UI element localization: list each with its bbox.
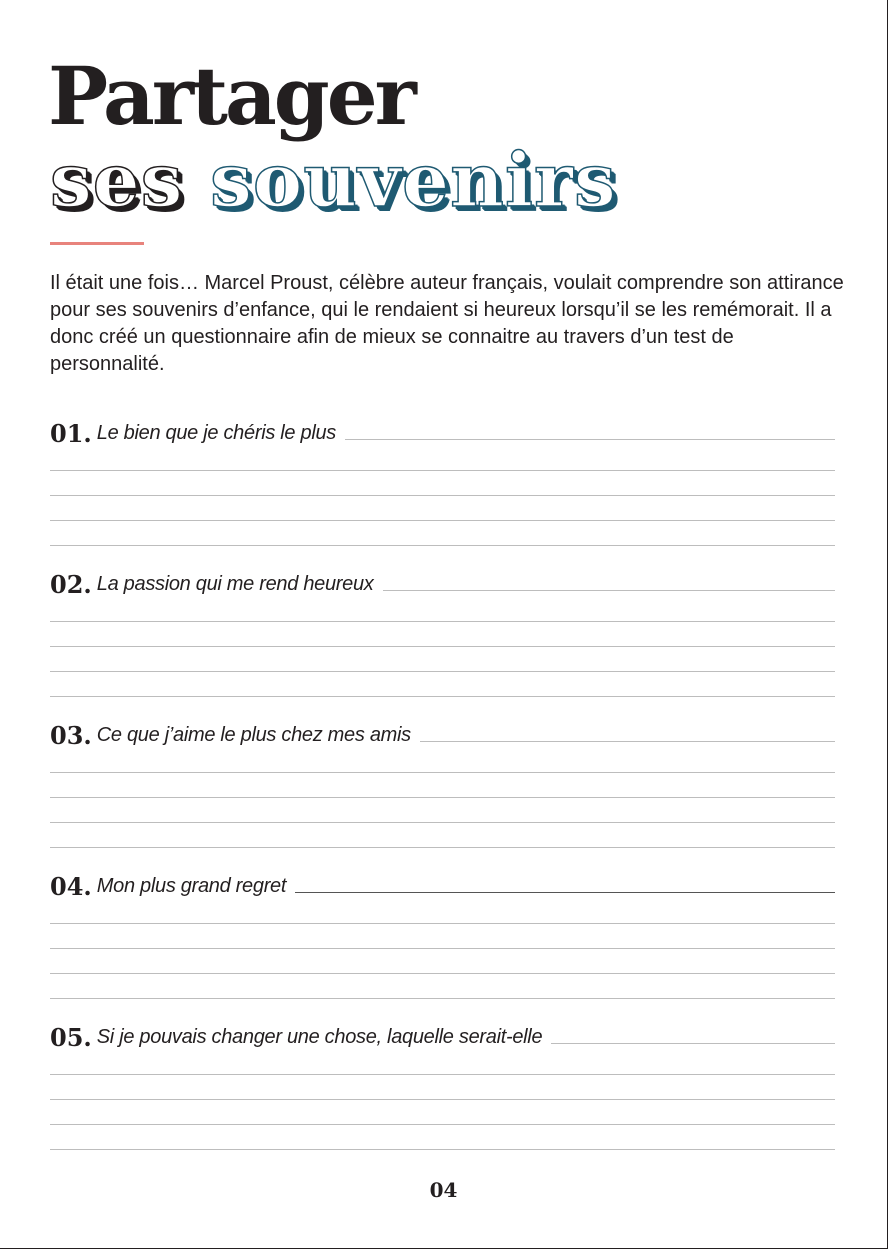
question-number: 02.	[50, 570, 92, 599]
question-header	[50, 569, 835, 597]
question-05	[50, 1022, 835, 1150]
title-word-ses: ses	[50, 138, 184, 224]
answer-line[interactable]	[295, 892, 835, 893]
question-text: Mon plus grand regret	[96, 875, 287, 897]
answer-line[interactable]	[50, 798, 835, 823]
question-header	[50, 871, 835, 899]
answer-line[interactable]	[50, 974, 835, 999]
question-02	[50, 569, 835, 697]
question-number: 04.	[50, 872, 92, 901]
answer-line[interactable]	[50, 521, 835, 546]
answer-line[interactable]	[50, 899, 835, 924]
answer-line[interactable]	[50, 471, 835, 496]
question-03	[50, 720, 835, 848]
page-title-line1: Partager	[48, 49, 414, 143]
answer-line[interactable]	[50, 622, 835, 647]
question-01	[50, 418, 835, 546]
question-text: Le bien que je chéris le plus	[96, 422, 337, 444]
answer-line[interactable]	[50, 924, 835, 949]
page-number: 04	[429, 1178, 458, 1202]
answer-line[interactable]	[50, 446, 835, 471]
question-number: 05.	[50, 1023, 92, 1052]
answer-line[interactable]	[50, 597, 835, 622]
answer-line[interactable]	[50, 1075, 835, 1100]
answer-line[interactable]	[50, 773, 835, 798]
answer-line[interactable]	[50, 748, 835, 773]
answer-line[interactable]	[551, 1043, 835, 1044]
answer-line[interactable]	[420, 741, 835, 742]
answer-line[interactable]	[50, 1050, 835, 1075]
question-header	[50, 1022, 835, 1050]
answer-line[interactable]	[383, 590, 835, 591]
answer-line[interactable]	[50, 1125, 835, 1150]
answer-line[interactable]	[50, 672, 835, 697]
question-text: Si je pouvais changer une chose, laquelle serait-elle	[96, 1026, 543, 1048]
page-title-line2	[50, 138, 617, 224]
question-header	[50, 720, 835, 748]
answer-line[interactable]	[50, 496, 835, 521]
question-04	[50, 871, 835, 999]
title-word-souvenirs: souvenirs	[210, 138, 617, 224]
question-text: Ce que j’aime le plus chez mes amis	[96, 724, 411, 746]
answer-line[interactable]	[50, 823, 835, 848]
answer-line[interactable]	[50, 949, 835, 974]
accent-divider	[50, 242, 144, 245]
question-text: La passion qui me rend heureux	[96, 573, 374, 595]
question-header	[50, 418, 835, 446]
answer-line[interactable]	[345, 439, 835, 440]
intro-paragraph: Il était une fois… Marcel Proust, célèbre auteur français, voulait comprendre son attirance pour ses souvenirs d’enfance, qui le rendaient si heureux lorsqu’il se les remémorait. Il a donc créé un questionnaire afin de mieux se connaitre au travers d’un test de personnalité.	[50, 272, 844, 375]
question-number: 01.	[50, 419, 92, 448]
answer-line[interactable]	[50, 647, 835, 672]
question-number: 03.	[50, 721, 92, 750]
answer-line[interactable]	[50, 1100, 835, 1125]
